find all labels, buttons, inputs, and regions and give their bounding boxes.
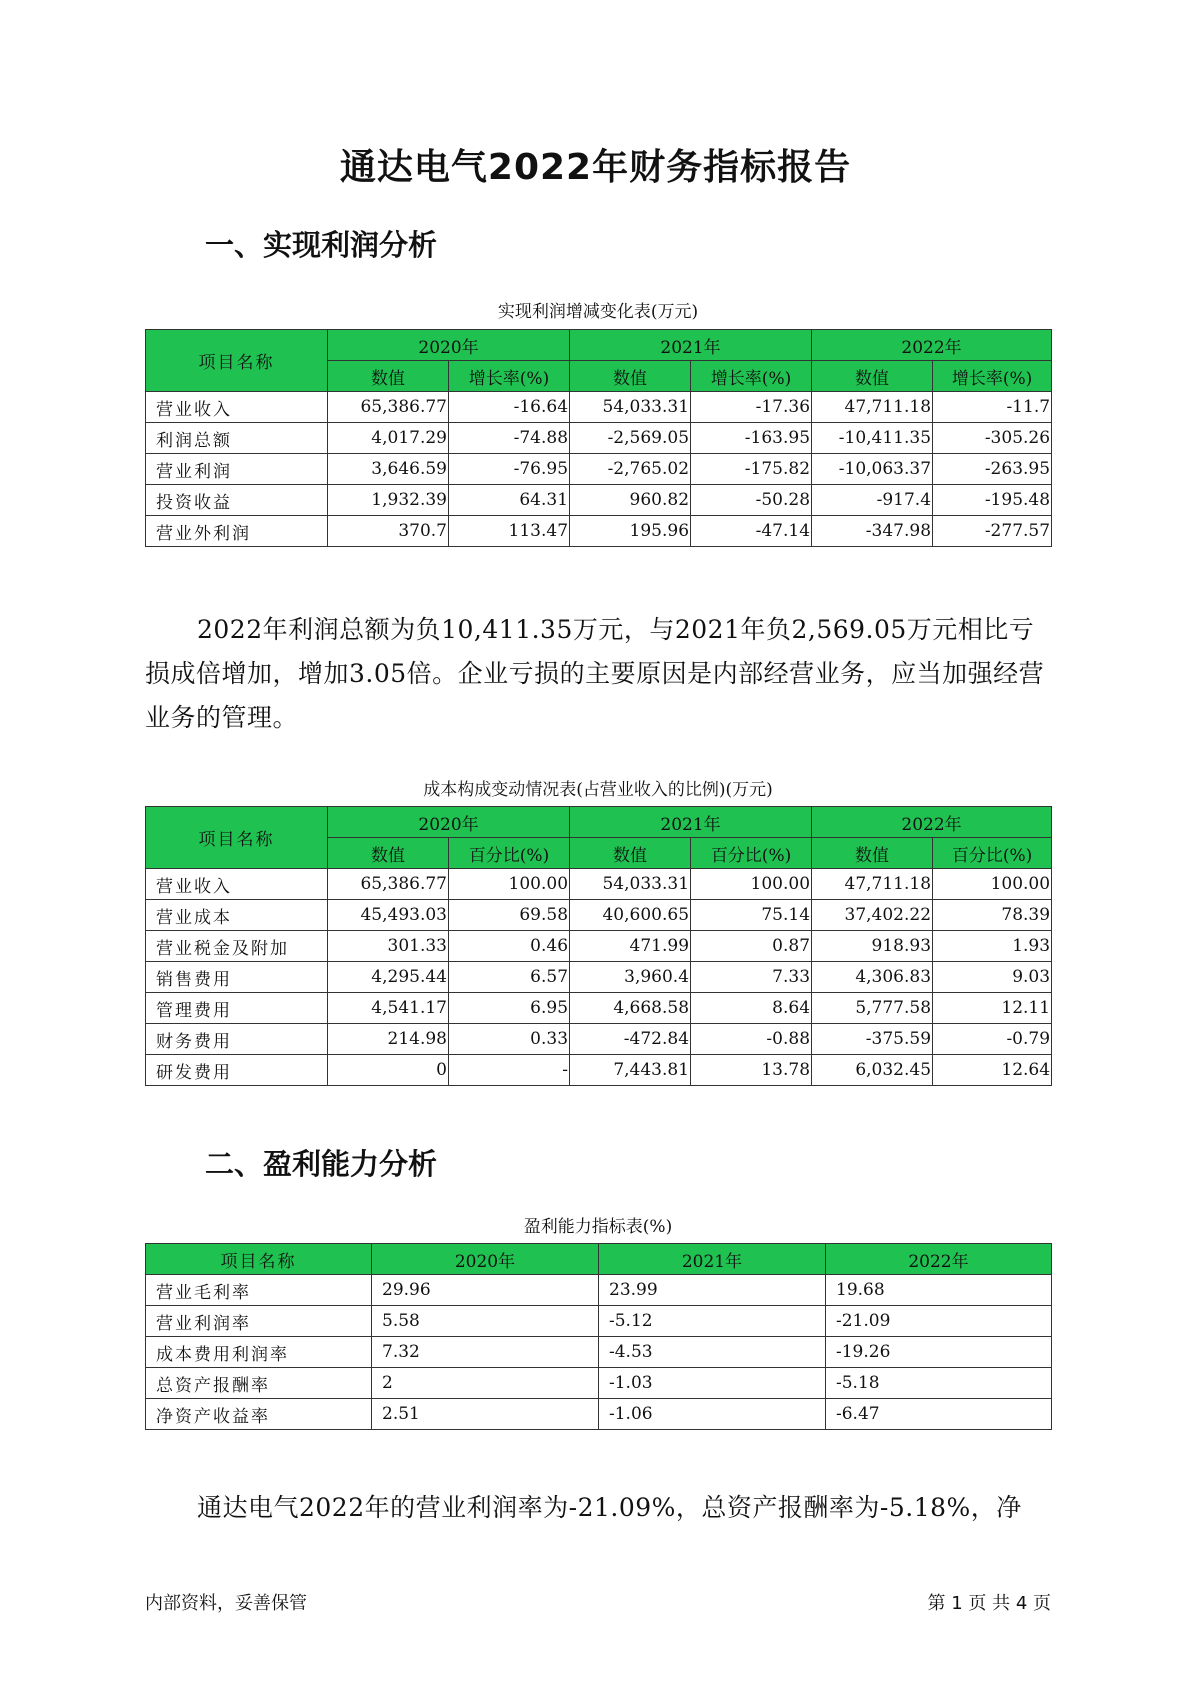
table-row — [146, 962, 1052, 993]
table-cell: -163.95 — [691, 423, 812, 454]
row-label: 利润总额 — [146, 423, 328, 454]
value-subheader: 数值 — [328, 838, 449, 869]
table-cell: 4,295.44 — [328, 962, 449, 993]
table-cell: -305.26 — [933, 423, 1052, 454]
table-cell: 960.82 — [570, 485, 691, 516]
table-cell: -16.64 — [449, 392, 570, 423]
table-cell: 5.58 — [372, 1306, 599, 1337]
growth-subheader: 增长率(%) — [449, 361, 570, 392]
table-cell: -2,765.02 — [570, 454, 691, 485]
table-cell: 45,493.03 — [328, 900, 449, 931]
table-cell: 2 — [372, 1368, 599, 1399]
row-label: 营业税金及附加 — [146, 931, 328, 962]
profit-analysis-paragraph: 2022年利润总额为负10,411.35万元，与2021年负2,569.05万元相比亏损成倍增加，增加3.05倍。企业亏损的主要原因是内部经营业务，应当加强经营业务的管理。 — [145, 615, 1045, 732]
table-cell: 0 — [328, 1055, 449, 1086]
table-cell: 214.98 — [328, 1024, 449, 1055]
row-label: 营业收入 — [146, 392, 328, 423]
profit-change-table — [145, 329, 1052, 547]
row-label: 营业收入 — [146, 869, 328, 900]
table1-caption: 实现利润增减变化表(万元) — [497, 302, 699, 322]
table-cell: -10,411.35 — [812, 423, 933, 454]
table-cell: -74.88 — [449, 423, 570, 454]
table-cell: -277.57 — [933, 516, 1052, 547]
value-subheader: 数值 — [812, 838, 933, 869]
table-row — [146, 1337, 1052, 1368]
table-cell: 1.93 — [933, 931, 1052, 962]
row-label: 成本费用利润率 — [146, 1337, 372, 1368]
table-row — [146, 869, 1052, 900]
table-cell: -375.59 — [812, 1024, 933, 1055]
table-cell: - — [449, 1055, 570, 1086]
table-cell: -917.4 — [812, 485, 933, 516]
table-cell: 47,711.18 — [812, 392, 933, 423]
table-cell: -6.47 — [826, 1399, 1052, 1430]
row-label: 营业成本 — [146, 900, 328, 931]
table-cell: -10,063.37 — [812, 454, 933, 485]
table-cell: 4,017.29 — [328, 423, 449, 454]
table-cell: 0.46 — [449, 931, 570, 962]
table-cell: 4,668.58 — [570, 993, 691, 1024]
table-cell: -1.06 — [599, 1399, 826, 1430]
table-cell: 65,386.77 — [328, 392, 449, 423]
year-header: 2021年 — [599, 1244, 826, 1275]
table-cell: 47,711.18 — [812, 869, 933, 900]
table-cell: 23.99 — [599, 1275, 826, 1306]
item-name-header: 项目名称 — [146, 807, 328, 869]
table-cell: 37,402.22 — [812, 900, 933, 931]
table-cell: 12.64 — [933, 1055, 1052, 1086]
item-name-header: 项目名称 — [146, 330, 328, 392]
table-cell: 3,960.4 — [570, 962, 691, 993]
profitability-table — [145, 1243, 1052, 1430]
table-cell: 2.51 — [372, 1399, 599, 1430]
table-row — [146, 1368, 1052, 1399]
table-cell: 100.00 — [691, 869, 812, 900]
table-cell: -2,569.05 — [570, 423, 691, 454]
table-cell: -17.36 — [691, 392, 812, 423]
table-row — [146, 392, 1052, 423]
section-heading-profit: 一、实现利润分析 — [205, 228, 438, 262]
table-row — [146, 485, 1052, 516]
growth-subheader: 增长率(%) — [933, 361, 1052, 392]
year-header: 2022年 — [812, 807, 1052, 838]
table-cell: -50.28 — [691, 485, 812, 516]
table-row — [146, 900, 1052, 931]
table-row — [146, 993, 1052, 1024]
table-cell: 471.99 — [570, 931, 691, 962]
row-label: 营业利润率 — [146, 1306, 372, 1337]
table-cell: 9.03 — [933, 962, 1052, 993]
table-cell: 100.00 — [449, 869, 570, 900]
row-label: 投资收益 — [146, 485, 328, 516]
table-cell: 113.47 — [449, 516, 570, 547]
table-cell: -19.26 — [826, 1337, 1052, 1368]
table-row — [146, 1024, 1052, 1055]
table-cell: -472.84 — [570, 1024, 691, 1055]
value-subheader: 数值 — [570, 838, 691, 869]
table-cell: 918.93 — [812, 931, 933, 962]
table-cell: 12.11 — [933, 993, 1052, 1024]
percent-subheader: 百分比(%) — [691, 838, 812, 869]
section-heading-profitability: 二、盈利能力分析 — [205, 1147, 438, 1181]
value-subheader: 数值 — [328, 361, 449, 392]
year-header: 2020年 — [328, 330, 570, 361]
table-row — [146, 1055, 1052, 1086]
table-cell: 54,033.31 — [570, 392, 691, 423]
year-header: 2020年 — [372, 1244, 599, 1275]
year-header: 2020年 — [328, 807, 570, 838]
table-row — [146, 1399, 1052, 1430]
row-label: 管理费用 — [146, 993, 328, 1024]
table-cell: 370.7 — [328, 516, 449, 547]
table-row — [146, 516, 1052, 547]
table-cell: -347.98 — [812, 516, 933, 547]
table-cell: 40,600.65 — [570, 900, 691, 931]
table-cell: 3,646.59 — [328, 454, 449, 485]
year-header: 2021年 — [570, 807, 812, 838]
table-cell: 4,306.83 — [812, 962, 933, 993]
table1-body — [146, 392, 1052, 547]
table-cell: -175.82 — [691, 454, 812, 485]
row-label: 财务费用 — [146, 1024, 328, 1055]
year-header: 2022年 — [812, 330, 1052, 361]
table-cell: -11.7 — [933, 392, 1052, 423]
table3-body — [146, 1275, 1052, 1430]
table-cell: -4.53 — [599, 1337, 826, 1368]
footer-page-number: 第 1 页 共 4 页 — [927, 1593, 1051, 1614]
table-cell: 13.78 — [691, 1055, 812, 1086]
profitability-paragraph: 通达电气2022年的营业利润率为-21.09%，总资产报酬率为-5.18%，净 — [197, 1493, 1022, 1522]
row-label: 研发费用 — [146, 1055, 328, 1086]
row-label: 总资产报酬率 — [146, 1368, 372, 1399]
table-cell: 0.87 — [691, 931, 812, 962]
table-cell: 1,932.39 — [328, 485, 449, 516]
table3-caption: 盈利能力指标表(%) — [523, 1217, 673, 1237]
table-cell: -5.18 — [826, 1368, 1052, 1399]
table-cell: 78.39 — [933, 900, 1052, 931]
table-cell: 6.57 — [449, 962, 570, 993]
table-cell: 195.96 — [570, 516, 691, 547]
row-label: 净资产收益率 — [146, 1399, 372, 1430]
table2-body — [146, 869, 1052, 1086]
table-cell: -47.14 — [691, 516, 812, 547]
table-cell: 75.14 — [691, 900, 812, 931]
table-cell: -263.95 — [933, 454, 1052, 485]
row-label: 营业毛利率 — [146, 1275, 372, 1306]
year-header: 2022年 — [826, 1244, 1052, 1275]
table-cell: -1.03 — [599, 1368, 826, 1399]
table-cell: 5,777.58 — [812, 993, 933, 1024]
table-cell: 64.31 — [449, 485, 570, 516]
table-cell: -0.79 — [933, 1024, 1052, 1055]
row-label: 营业利润 — [146, 454, 328, 485]
table-cell: -195.48 — [933, 485, 1052, 516]
table-cell: -0.88 — [691, 1024, 812, 1055]
table-row — [146, 1306, 1052, 1337]
table-cell: 65,386.77 — [328, 869, 449, 900]
table-cell: -5.12 — [599, 1306, 826, 1337]
table-cell: 7,443.81 — [570, 1055, 691, 1086]
year-header: 2021年 — [570, 330, 812, 361]
table-cell: 0.33 — [449, 1024, 570, 1055]
table-cell: 19.68 — [826, 1275, 1052, 1306]
table-cell: 54,033.31 — [570, 869, 691, 900]
table-cell: 301.33 — [328, 931, 449, 962]
table-cell: 8.64 — [691, 993, 812, 1024]
value-subheader: 数值 — [812, 361, 933, 392]
footer-confidential-note: 内部资料，妥善保管 — [145, 1593, 307, 1614]
table2-caption: 成本构成变动情况表(占营业收入的比例)(万元) — [423, 780, 773, 800]
table-row — [146, 931, 1052, 962]
table-cell: 100.00 — [933, 869, 1052, 900]
table-cell: 29.96 — [372, 1275, 599, 1306]
percent-subheader: 百分比(%) — [933, 838, 1052, 869]
percent-subheader: 百分比(%) — [449, 838, 570, 869]
table-cell: -21.09 — [826, 1306, 1052, 1337]
table-cell: -76.95 — [449, 454, 570, 485]
row-label: 销售费用 — [146, 962, 328, 993]
table-cell: 7.32 — [372, 1337, 599, 1368]
value-subheader: 数值 — [570, 361, 691, 392]
table-row — [146, 1275, 1052, 1306]
table-row — [146, 423, 1052, 454]
table-cell: 4,541.17 — [328, 993, 449, 1024]
row-label: 营业外利润 — [146, 516, 328, 547]
table-cell: 6.95 — [449, 993, 570, 1024]
page-title: 通达电气2022年财务指标报告 — [339, 147, 852, 188]
table-row — [146, 454, 1052, 485]
table-cell: 6,032.45 — [812, 1055, 933, 1086]
cost-structure-table — [145, 806, 1052, 1086]
item-name-header: 项目名称 — [146, 1244, 372, 1275]
table-cell: 7.33 — [691, 962, 812, 993]
table-cell: 69.58 — [449, 900, 570, 931]
growth-subheader: 增长率(%) — [691, 361, 812, 392]
